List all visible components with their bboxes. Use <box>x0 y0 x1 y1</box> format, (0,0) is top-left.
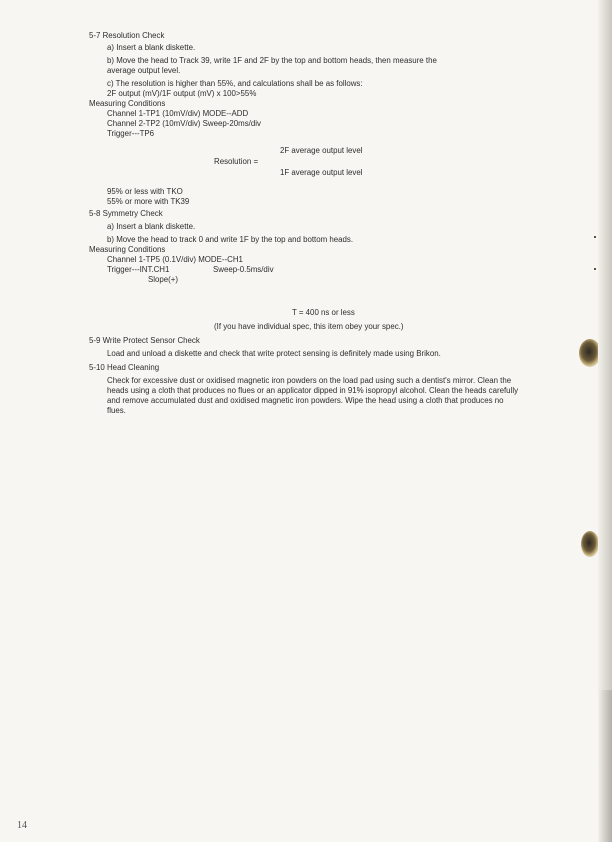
channel2-setting: Channel 2-TP2 (10mV/div) Sweep-20ms/div <box>107 119 261 128</box>
formula-numerator: 2F average output level <box>280 146 363 155</box>
formula-label: Resolution = <box>214 157 259 166</box>
measuring-conditions-title-2: Measuring Conditions <box>89 245 166 254</box>
spec-note: (If you have individual spec, this item obey your spec.) <box>214 322 404 331</box>
symmetry-spec: T = 400 ns or less <box>292 308 355 317</box>
section-5-9-heading: 5-9 Write Protect Sensor Check <box>89 336 200 345</box>
section-5-7-step-b-line2: average output level. <box>107 66 181 75</box>
formula-denominator: 1F average output level <box>280 168 363 177</box>
section-5-7-step-c-line1: c) The resolution is higher than 55%, and calculations shall be as follows: <box>107 79 363 88</box>
page-number: 14 <box>17 820 27 831</box>
page-edge-shadow <box>598 690 612 842</box>
paper-speck <box>594 236 596 238</box>
section-5-10-body: Check for excessive dust or oxidised magnetic iron powders on the load pad using such a dentist's mirror. Clean the heads using a cloth that produces no flues or an applicator dipped in 91% isopropyl alcohol. Clean the heads carefully and remove accumulated dust and oxidised magnetic iron powders. Wipe the head using a cloth that produces no flues. <box>107 376 519 415</box>
trigger-setting: Trigger---TP6 <box>107 129 155 138</box>
channel1-setting: Channel 1-TP1 (10mV/div) MODE--ADD <box>107 109 249 118</box>
section-5-7-heading: 5-7 Resolution Check <box>89 31 165 40</box>
section-5-8-heading: 5-8 Symmetry Check <box>89 209 163 218</box>
section-5-10-heading: 5-10 Head Cleaning <box>89 363 160 372</box>
section-5-7-step-b-line1: b) Move the head to Track 39, write 1F and 2F by the top and bottom heads, then measure the <box>107 56 437 65</box>
sweep-setting-2: Sweep-0.5ms/div <box>213 265 274 274</box>
section-5-9-body: Load and unload a diskette and check that write protect sensing is definitely made using Brikon. <box>107 349 441 358</box>
measuring-conditions-title: Measuring Conditions <box>89 99 166 108</box>
channel1-setting-2: Channel 1-TP5 (0.1V/div) MODE--CH1 <box>107 255 243 264</box>
section-5-7-step-c-line2: 2F output (mV)/1F output (mV) x 100>55% <box>107 89 257 98</box>
tk0-criterion: 95% or less with TKO <box>107 187 183 196</box>
tk39-criterion: 55% or more with TK39 <box>107 197 190 206</box>
section-5-8-step-b: b) Move the head to track 0 and write 1F by the top and bottom heads. <box>107 235 354 244</box>
slope-setting: Slope(+) <box>148 275 179 284</box>
trigger-setting-2: Trigger---INT.CH1 <box>107 265 170 274</box>
section-5-7-step-a: a) Insert a blank diskette. <box>107 43 196 52</box>
section-5-8-step-a: a) Insert a blank diskette. <box>107 222 196 231</box>
paper-speck <box>594 268 596 270</box>
